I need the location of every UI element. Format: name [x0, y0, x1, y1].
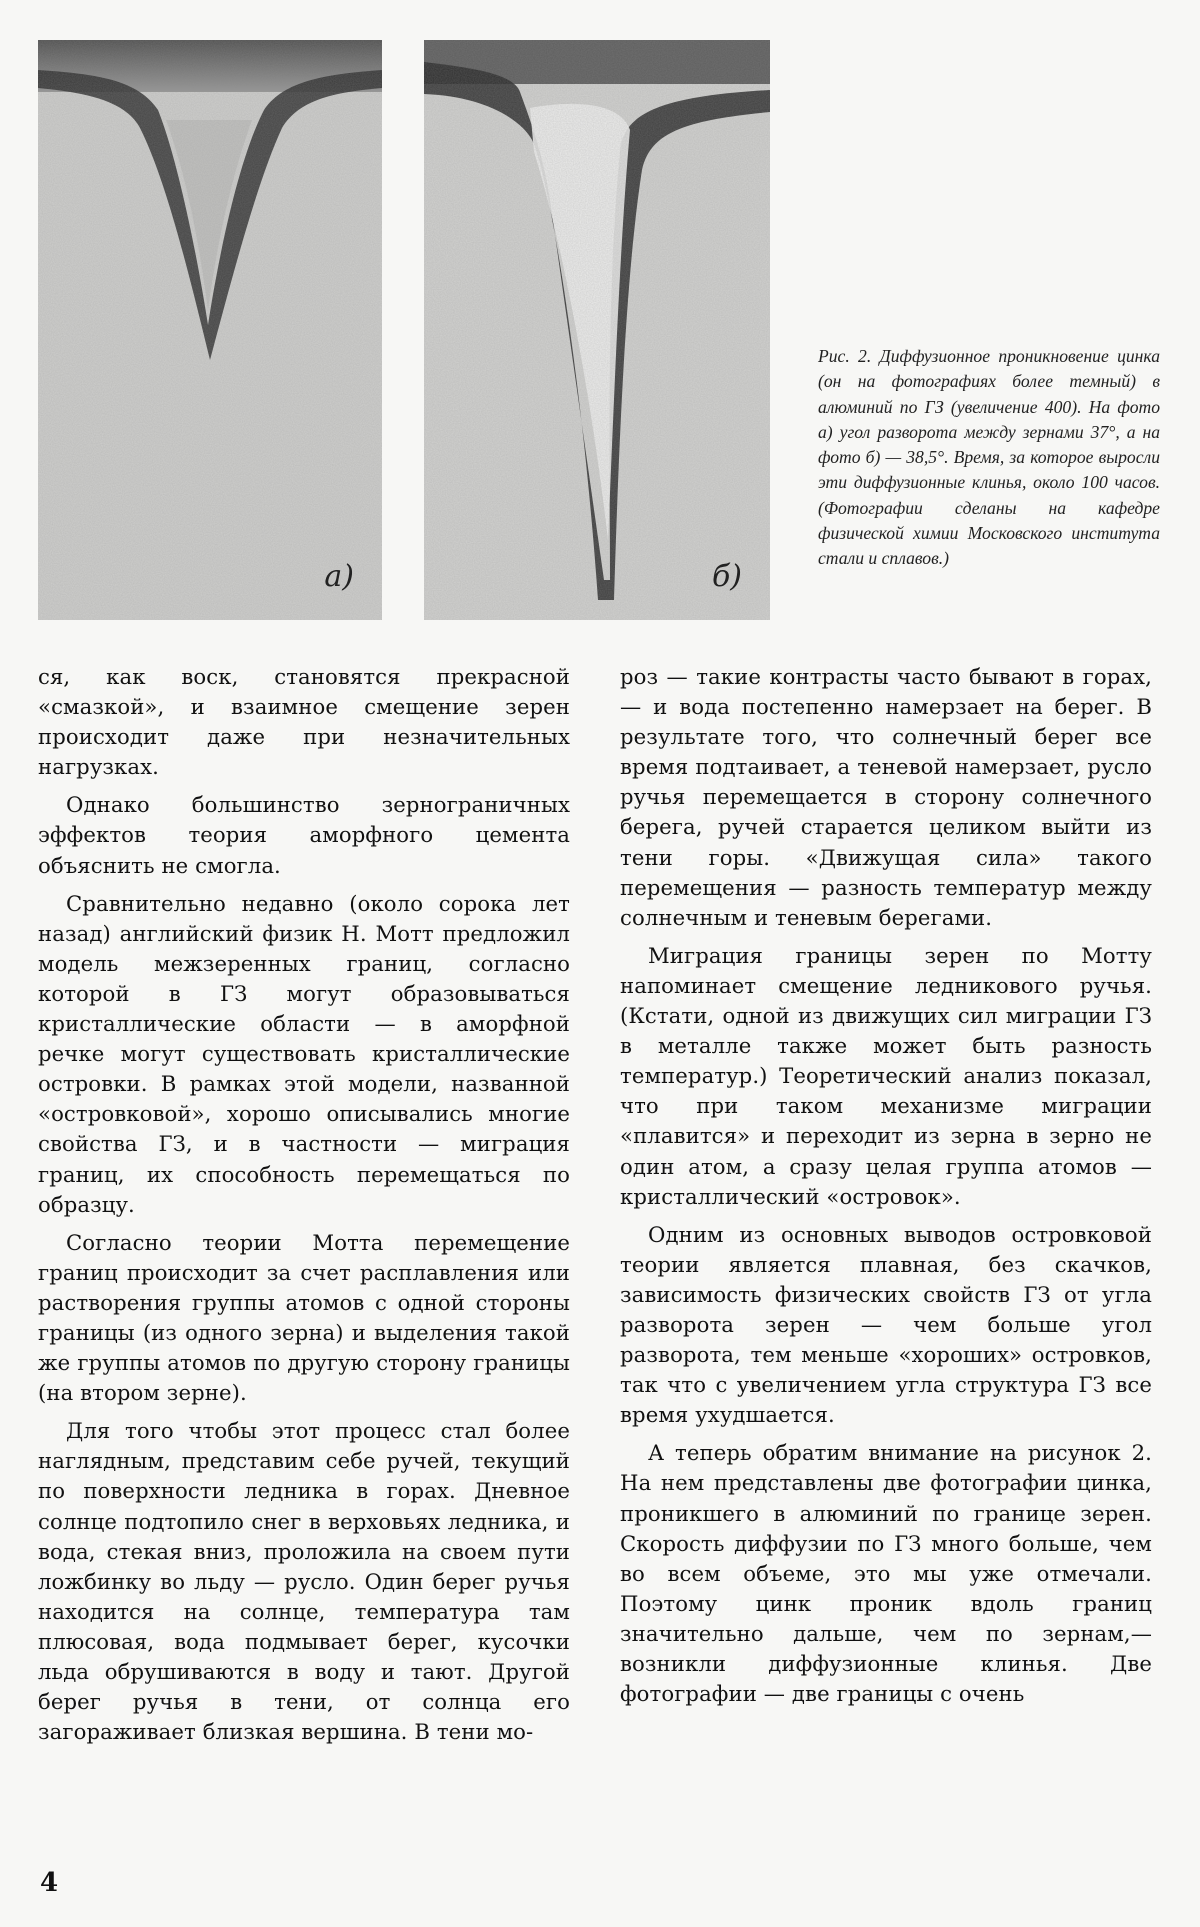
figure-photo-b: [424, 40, 770, 620]
paragraph: Одним из основных выводов островковой теории является плавная, без скачков, зависимость физических свойств ГЗ от угла разворота зерен — чем больше угол разворота, тем меньше «хороших» островков, так что с увеличением угла структура ГЗ все время ухудшается.: [620, 1221, 1152, 1428]
photo-a-label: а): [324, 559, 354, 594]
paragraph: Миграция границы зерен по Мотту напоминает смещение ледникового ручья. (Кстати, одной из движущих сил миграции ГЗ в металле также может быть разность температур.) Теоретический анализ показал, что при таком механизме миграции «плавится» и переходит из зерна в зерно не один атом, а сразу целая группа атомов — кристаллический «островок».: [620, 942, 1152, 1209]
paragraph: роз — такие контрасты часто бывают в горах,— и вода постепенно намерзает на берег. В результате того, что солнечный берег все время подтаивает, а теневой намерзает, русло ручья перемещается в сторону солнечного берега, ручей старается целиком выйти из тени горы. «Движущая сила» такого перемещения — разность температур между солнечным и теневым берегами.: [620, 664, 1152, 930]
figure-photo-a: [38, 40, 382, 620]
paragraph: Однако большинство зернограничных эффектов теория аморфного цемента объяснить не смогла.: [38, 792, 570, 878]
page-number: 4: [40, 1868, 59, 1898]
figure-caption: Рис. 2. Диффузионное проникновение цинка (он на фотографиях более темный) в алюминий по ГЗ (увеличение 400). На фото а) угол разворота между зернами 37°, а на фото б) — 38,5°. Время, за которое выросли эти диффузионные клинья, около 100 часов. (Фотографии сделаны на кафедре физической химии Московского института стали и сплавов.): [818, 346, 1160, 569]
paragraph: ся, как воск, становятся прекрасной «смазкой», и взаимное смещение зерен происходит даже при незначительных нагрузках.: [38, 664, 570, 780]
left-column: [38, 662, 570, 1755]
right-column: [620, 662, 1152, 1717]
photo-b-label: б): [711, 559, 742, 594]
paragraph: А теперь обратим внимание на рисунок 2. На нем представлены две фотографии цинка, проникшего в алюминий по границе зерен. Скорость диффузии по ГЗ много больше, чем во всем объеме, это мы уже отмечали. Поэтому цинк проник вдоль границ значительно дальше, чем по зернам,— возникли диффузионные клинья. Две фотографии — две границы с очень: [620, 1440, 1152, 1707]
paragraph: Для того чтобы этот процесс стал более наглядным, представим себе ручей, текущий по поверхности ледника в горах. Дневное солнце подтопило снег в верховьях ледника, и вода, стекая вниз, проложила на своем пути ложбинку во льду — русло. Один берег ручья находится на солнце, температура там плюсовая, вода подмывает берег, кусочки льда обрушиваются в воду и тают. Другой берег ручья в тени, от солнца его загораживает близкая вершина. В тени мо-: [38, 1418, 570, 1745]
photo-b-image: [424, 40, 770, 620]
paragraph: Согласно теории Мотта перемещение границ происходит за счет расплавления или растворения группы атомов с одной стороны границы (из одного зерна) и выделения такой же группы атомов по другую сторону границы (на втором зерне).: [38, 1229, 570, 1406]
paragraph: Сравнительно недавно (около сорока лет назад) английский физик Н. Мотт предложил модель межзеренных границ, согласно которой в ГЗ могут образовываться кристаллические области — в аморфной речке могут существовать кристаллические островки. В рамках этой модели, названной «островковой», хорошо описывались многие свойства ГЗ, и в частности — миграция границ, их способность перемещаться по образцу.: [38, 890, 570, 1217]
photo-a-image: [38, 40, 382, 620]
